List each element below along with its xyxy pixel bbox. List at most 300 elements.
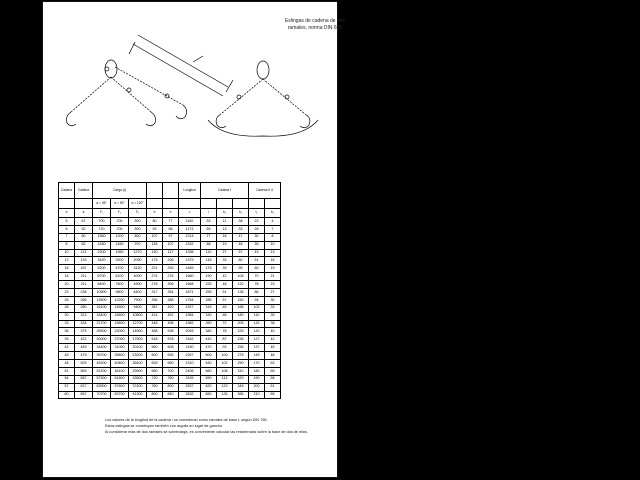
title-line-1: Eslingas de cadena de dos xyxy=(284,18,346,24)
table-cell: 54 xyxy=(59,375,75,383)
table-cell: 45 xyxy=(59,352,75,360)
table-cell: 354 xyxy=(163,289,179,297)
sub-d: d xyxy=(59,209,75,218)
table-cell: 16 xyxy=(265,257,281,265)
table-cell: 97 xyxy=(163,233,179,241)
table-row xyxy=(59,328,281,336)
table-cell: 530 xyxy=(201,360,217,368)
table-cell: 760 xyxy=(163,375,179,383)
table-cell: 420 xyxy=(163,304,179,312)
table-cell: 113 xyxy=(75,249,93,257)
table-cell: 140 xyxy=(147,249,163,257)
table-cell: 55 xyxy=(265,367,281,375)
table-cell: 168 xyxy=(233,304,249,312)
table-cell: 1982 xyxy=(179,320,201,328)
table-cell: 290 xyxy=(233,360,249,368)
table-cell: 57 xyxy=(217,296,233,304)
table-cell: 57 xyxy=(59,383,75,391)
table-cell: 14500 xyxy=(111,304,129,312)
table-cell: 8 xyxy=(265,233,281,241)
table-row xyxy=(59,312,281,320)
table-cell: 80 xyxy=(233,257,249,265)
table-row xyxy=(59,273,281,281)
table-cell: 51600 xyxy=(111,375,129,383)
table-cell: 2150 xyxy=(179,344,201,352)
table-cell: 170 xyxy=(249,360,265,368)
table-cell: 317 xyxy=(147,289,163,297)
table-cell: 587 xyxy=(75,375,93,383)
table-cell: 617 xyxy=(75,383,93,391)
table-cell: 840 xyxy=(163,391,179,399)
table-cell: 375 xyxy=(75,328,93,336)
table-row xyxy=(59,391,281,399)
table-cell: 7600 xyxy=(111,281,129,289)
table-cell: 123 xyxy=(217,383,233,391)
table-cell: 200 xyxy=(249,383,265,391)
table-cell: 39 xyxy=(217,265,233,273)
table-cell: 350 xyxy=(201,320,217,328)
table-cell: 149 xyxy=(249,352,265,360)
table-cell: 1182 xyxy=(179,218,201,226)
table-cell: 13500 xyxy=(93,296,111,304)
table-cell: 2200 xyxy=(93,249,111,257)
table-cell: 56 xyxy=(163,225,179,233)
table-row xyxy=(59,360,281,368)
table-cell: 12200 xyxy=(111,296,129,304)
table-cell: 20 xyxy=(59,281,75,289)
table-cell: 3200 xyxy=(111,257,129,265)
table-cell: 496 xyxy=(163,320,179,328)
table-cell: 2310 xyxy=(179,360,201,368)
table-cell: 63 xyxy=(217,304,233,312)
table-cell: 100 xyxy=(217,352,233,360)
table-cell: 329 xyxy=(233,375,249,383)
table-cell: 265 xyxy=(75,296,93,304)
table-cell: 19600 xyxy=(111,320,129,328)
table-cell: 10900 xyxy=(93,289,111,297)
table-cell: 61 xyxy=(265,383,281,391)
table-cell: 95 xyxy=(233,265,249,273)
table-cell: 500 xyxy=(129,225,147,233)
table-cell: 108 xyxy=(217,367,233,375)
table-cell: 639 xyxy=(147,360,163,368)
table-cell: 107 xyxy=(147,233,163,241)
table-cell: 1984 xyxy=(179,312,201,320)
table-cell: 1332 xyxy=(179,241,201,249)
table-row xyxy=(59,296,281,304)
table-cell: 3420 xyxy=(93,257,111,265)
table-row xyxy=(59,304,281,312)
table-cell: 1754 xyxy=(179,296,201,304)
table-cell: 7900 xyxy=(129,296,147,304)
angle-120: α = 120° xyxy=(129,199,147,209)
table-cell: 45 xyxy=(265,344,281,352)
table-cell: 38 xyxy=(233,218,249,226)
table-cell: 30 xyxy=(265,296,281,304)
angle-90: α = 90° xyxy=(111,199,129,209)
table-cell: 26400 xyxy=(129,360,147,368)
table-cell: 1379 xyxy=(179,257,201,265)
table-cell: 21700 xyxy=(93,320,111,328)
table-cell: 2267 xyxy=(179,352,201,360)
table-cell: 190 xyxy=(249,375,265,383)
table-cell: 113 xyxy=(217,375,233,383)
table-cell: 578 xyxy=(163,336,179,344)
table-cell: 30 xyxy=(59,312,75,320)
table-cell: 1173 xyxy=(179,225,201,233)
table-cell: 16100 xyxy=(93,304,111,312)
table-cell: 238 xyxy=(75,289,93,297)
table-cell: 30000 xyxy=(93,336,111,344)
table-cell: 1927 xyxy=(179,304,201,312)
sub-b2: b₂ xyxy=(265,209,281,218)
table-cell: 6100 xyxy=(111,273,129,281)
table-cell: 120 xyxy=(249,328,265,336)
table-cell: 19 xyxy=(265,265,281,273)
table-cell: 102 xyxy=(217,360,233,368)
table-cell: 2632 xyxy=(179,391,201,399)
table-cell: 8 xyxy=(59,241,75,249)
sub-a: a xyxy=(75,209,93,218)
table-cell: 41300 xyxy=(129,391,147,399)
table-cell: 117 xyxy=(163,249,179,257)
table-cell: 63700 xyxy=(111,391,129,399)
table-cell: 27 xyxy=(217,249,233,257)
table-cell: 138 xyxy=(233,289,249,297)
notes-block xyxy=(105,417,355,436)
table-cell: 253 xyxy=(163,265,179,273)
table-cell: 18400 xyxy=(93,312,111,320)
angle-45: α = 45° xyxy=(93,199,111,209)
table-cell: 6 xyxy=(59,225,75,233)
table-cell: 107 xyxy=(163,241,179,249)
table-cell: 31000 xyxy=(111,344,129,352)
table-cell: 1950 xyxy=(111,249,129,257)
table-row xyxy=(59,352,281,360)
table-cell: 25500 xyxy=(93,328,111,336)
table-cell: 57300 xyxy=(93,375,111,383)
table-cell: 46100 xyxy=(111,367,129,375)
table-cell: 120 xyxy=(233,281,249,289)
table-cell: 17500 xyxy=(129,336,147,344)
table-cell: 600 xyxy=(147,352,163,360)
table-cell: 48 xyxy=(265,352,281,360)
table-cell: 280 xyxy=(75,304,93,312)
table-cell: 86 xyxy=(249,289,265,297)
table-cell: 700 xyxy=(111,225,129,233)
table-cell: 33 xyxy=(59,320,75,328)
note-1: Los valores de la longitud de la cadena / se consideran como ramales de base L según DIN 765. xyxy=(105,418,268,422)
sub-l1: l₁ xyxy=(249,209,265,218)
table-cell: 387 xyxy=(147,304,163,312)
table-cell: 42 xyxy=(265,336,281,344)
table-cell: 449 xyxy=(75,344,93,352)
table-cell: 93 xyxy=(217,344,233,352)
table-cell: 700 xyxy=(93,218,111,226)
col-cadena: Cadena xyxy=(59,183,75,199)
sub-f3: F₃ xyxy=(129,209,147,218)
sub-h1: h₁ xyxy=(233,209,249,218)
table-cell: 2162 xyxy=(179,336,201,344)
table-cell: 137 xyxy=(249,344,265,352)
table-cell: 9800 xyxy=(111,289,129,297)
table-cell: 180 xyxy=(249,367,265,375)
table-cell: 657 xyxy=(75,391,93,399)
table-cell: 167 xyxy=(75,265,93,273)
table-cell: 52 xyxy=(75,225,93,233)
table-cell: 18 xyxy=(59,273,75,281)
table-cell: 700 xyxy=(163,367,179,375)
table-cell: 4700 xyxy=(111,265,129,273)
title-line-2: ramales, norma DIN 695 xyxy=(287,25,343,31)
sub-b1: b₁ xyxy=(217,209,233,218)
col-carga: Carga (t) xyxy=(93,183,147,199)
note-2: Estas eslingas se construyen también con argolla en lugar de gancho. xyxy=(105,424,223,429)
table-cell: 2439 xyxy=(179,375,201,383)
table-cell: 446 xyxy=(147,320,163,328)
table-cell: 410 xyxy=(201,336,217,344)
table-cell: 800 xyxy=(129,233,147,241)
table-cell: 10 xyxy=(265,241,281,249)
table-cell: 3120 xyxy=(129,265,147,273)
table-cell: 53 xyxy=(201,218,217,226)
table-cell: 40800 xyxy=(111,360,129,368)
sub-L: L xyxy=(179,209,201,218)
table-cell: 500 xyxy=(201,352,217,360)
table-cell: 313 xyxy=(75,312,93,320)
table-cell: 1214 xyxy=(179,233,201,241)
table-cell: 23 xyxy=(265,281,281,289)
table-cell: 23200 xyxy=(129,352,147,360)
table-cell: 33 xyxy=(217,257,233,265)
table-cell: 37400 xyxy=(129,383,147,391)
col-longitud: Longitud xyxy=(179,183,201,199)
table-cell: 2053 xyxy=(179,328,201,336)
table-cell: 39 xyxy=(59,336,75,344)
table-cell: 150 xyxy=(233,296,249,304)
col-empty-2 xyxy=(163,183,179,199)
table-cell: 5200 xyxy=(93,265,111,273)
table-cell: 720 xyxy=(93,225,111,233)
table-cell: 590 xyxy=(201,375,217,383)
table-cell: 5 xyxy=(59,218,75,226)
table-cell: 51200 xyxy=(93,367,111,375)
table-cell: 52 xyxy=(265,360,281,368)
table-cell: 334 xyxy=(75,320,93,328)
table-cell: 285 xyxy=(201,296,217,304)
table-cell: 57600 xyxy=(111,383,129,391)
table-cell: 43 xyxy=(249,249,265,257)
table-cell: 650 xyxy=(201,391,217,399)
table-cell: 48 xyxy=(233,241,249,249)
table-cell: 760 xyxy=(147,383,163,391)
table-cell: 94 xyxy=(249,296,265,304)
table-cell: 315 xyxy=(201,304,217,312)
table-cell: 190 xyxy=(201,273,217,281)
table-cell: 206 xyxy=(163,257,179,265)
table-cell: 1668 xyxy=(179,281,201,289)
table-cell: 488 xyxy=(147,328,163,336)
table-cell: 16600 xyxy=(111,312,129,320)
table-cell: 80 xyxy=(75,233,93,241)
table-cell: 115 xyxy=(249,320,265,328)
table-row xyxy=(59,375,281,383)
table-cell: 70 xyxy=(249,273,265,281)
table-cell: 365 xyxy=(233,391,249,399)
table-cell: 26 xyxy=(59,296,75,304)
table-cell: 518 xyxy=(147,336,163,344)
table-cell: 108 xyxy=(233,273,249,281)
table-cell: 60 xyxy=(249,265,265,273)
table-cell: 1336 xyxy=(179,249,201,257)
table-cell: 78 xyxy=(217,328,233,336)
table-cell: 51 xyxy=(217,289,233,297)
table-cell: 608 xyxy=(163,344,179,352)
table-cell: 414 xyxy=(147,312,163,320)
table-cell: 38 xyxy=(265,320,281,328)
table-cell: 1871 xyxy=(179,289,201,297)
table-cell: 126 xyxy=(217,391,233,399)
table-cell: 33 xyxy=(265,304,281,312)
table-row xyxy=(59,289,281,297)
table-cell: 35 xyxy=(249,241,265,249)
table-cell: 529 xyxy=(75,360,93,368)
table-cell: 127 xyxy=(249,336,265,344)
table-cell: 210 xyxy=(249,391,265,399)
table-cell: 22 xyxy=(249,218,265,226)
table-cell: 16 xyxy=(59,265,75,273)
table-cell: 560 xyxy=(201,367,217,375)
table-cell: 20100 xyxy=(129,344,147,352)
table-cell: 1270 xyxy=(129,249,147,257)
table-cell: 28 xyxy=(59,304,75,312)
chain-sling-drawing xyxy=(43,2,339,182)
table-cell: 11 xyxy=(217,218,233,226)
table-cell: 1550 xyxy=(93,233,111,241)
dimensions-table xyxy=(58,182,281,399)
table-cell: 2537 xyxy=(179,383,201,391)
table-cell: 650 xyxy=(163,360,179,368)
table-cell: 29900 xyxy=(129,367,147,375)
table-cell: 65 xyxy=(201,225,217,233)
table-cell: 1469 xyxy=(179,265,201,273)
table-cell: 221 xyxy=(147,265,163,273)
table-cell: 87 xyxy=(217,336,233,344)
table-cell: 67 xyxy=(75,218,93,226)
table-cell: 82 xyxy=(75,241,93,249)
sub-b: b xyxy=(147,209,163,218)
table-cell: 345 xyxy=(233,383,249,391)
col-cadena-f: Cadena f xyxy=(201,183,249,199)
table-row xyxy=(59,218,281,226)
table-row xyxy=(59,320,281,328)
table-cell: 276 xyxy=(163,273,179,281)
table-cell: 35 xyxy=(265,312,281,320)
table-cell: 274 xyxy=(147,273,163,281)
table-cell: 500 xyxy=(129,218,147,226)
table-row xyxy=(59,257,281,265)
table-cell: 225 xyxy=(233,328,249,336)
table-cell: 13 xyxy=(217,225,233,233)
table-row xyxy=(59,265,281,273)
table-cell: 39700 xyxy=(93,352,111,360)
table-cell: 18 xyxy=(217,233,233,241)
table-cell: 720 xyxy=(147,375,163,383)
table-cell: 42 xyxy=(217,273,233,281)
table-cell: 110 xyxy=(249,312,265,320)
table-cell: 21 xyxy=(265,273,281,281)
table-cell: 255 xyxy=(201,289,217,297)
table-cell: 77 xyxy=(201,233,217,241)
table-cell: 8400 xyxy=(93,281,111,289)
table-cell: 225 xyxy=(201,281,217,289)
table-cell: 310 xyxy=(233,367,249,375)
table-row xyxy=(59,233,281,241)
table-cell: 560 xyxy=(147,344,163,352)
col-cadena-5d: Cadena 5 d xyxy=(249,183,281,199)
table-cell: 1450 xyxy=(111,241,129,249)
table-cell: 1450 xyxy=(93,241,111,249)
col-cadena-2: Cadena xyxy=(75,183,93,199)
table-row xyxy=(59,225,281,233)
table-cell: 27000 xyxy=(111,336,129,344)
table-cell: 48 xyxy=(217,281,233,289)
sub-f2: F₂ xyxy=(111,209,129,218)
table-cell: 10 xyxy=(59,249,75,257)
table-cell: 65 xyxy=(265,391,281,399)
table-row xyxy=(59,241,281,249)
table-cell: 238 xyxy=(233,336,249,344)
table-cell: 102 xyxy=(249,304,265,312)
table-cell: 559 xyxy=(75,367,93,375)
table-cell: 118 xyxy=(147,241,163,249)
table-cell: 4900 xyxy=(129,281,147,289)
table-cell: 256 xyxy=(233,344,249,352)
table-cell: 36 xyxy=(59,328,75,336)
table-cell: 388 xyxy=(163,296,179,304)
table-cell: 306 xyxy=(163,281,179,289)
table-cell: 4000 xyxy=(129,273,147,281)
table-cell: 42 xyxy=(59,344,75,352)
table-cell: 13 xyxy=(265,249,281,257)
sub-f1: F₁ xyxy=(93,209,111,218)
table-cell: 14900 xyxy=(129,328,147,336)
table-cell: 35800 xyxy=(111,352,129,360)
table-cell: 422 xyxy=(75,336,93,344)
table-cell: 211 xyxy=(75,273,93,281)
table-cell: 19 xyxy=(217,241,233,249)
table-cell: 175 xyxy=(201,265,217,273)
table-cell: 45200 xyxy=(93,360,111,368)
table-cell: 7 xyxy=(265,225,281,233)
table-row xyxy=(59,249,281,257)
master-link-shape xyxy=(105,60,117,78)
table-cell: 60 xyxy=(59,391,75,399)
table-cell: 67 xyxy=(233,249,249,257)
table-cell: 970 xyxy=(129,241,147,249)
col-empty-1 xyxy=(147,183,163,199)
table-cell: 9400 xyxy=(129,304,147,312)
table-cell: 58 xyxy=(265,375,281,383)
table-cell: 80 xyxy=(147,218,163,226)
note-3: Al considerar más de dos ramales se sobrecarga, es conveniente calcular las resistencias sobre la base de dos de ellos. xyxy=(105,430,308,435)
table-cell: 88 xyxy=(201,241,217,249)
table-cell: 6700 xyxy=(93,273,111,281)
table-cell: 110 xyxy=(201,249,217,257)
table-cell: 275 xyxy=(233,352,249,360)
table-cell: 1660 xyxy=(179,273,201,281)
table-cell: 48 xyxy=(59,360,75,368)
